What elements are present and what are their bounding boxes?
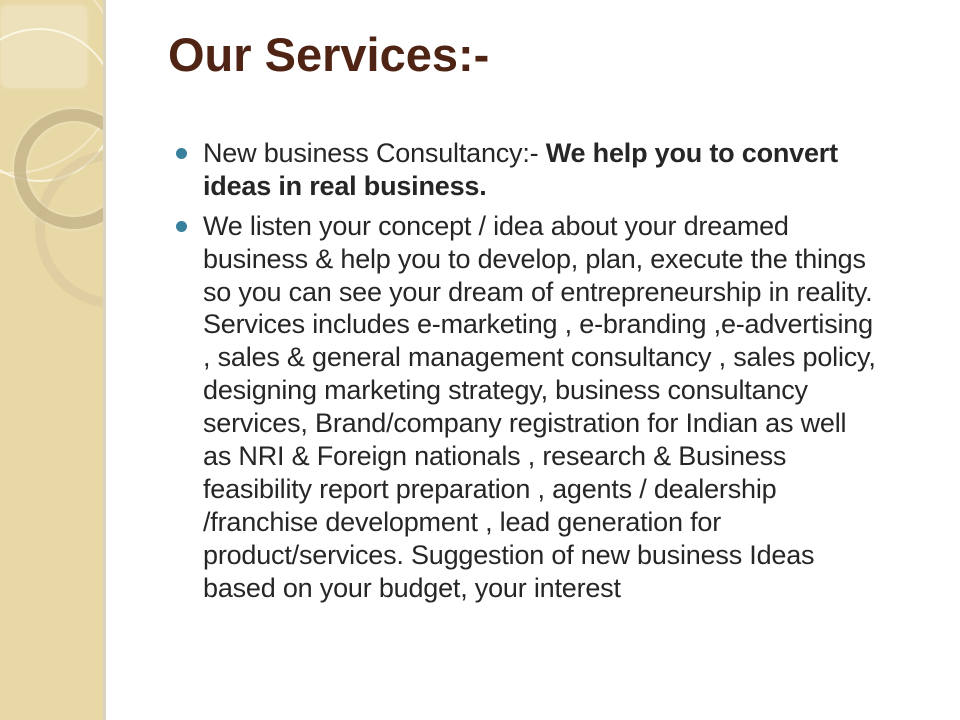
bullet-text-normal: New business Consultancy:- [203, 137, 546, 168]
bullet-text [203, 137, 880, 203]
bullet-text-bold: We help you to convert ideas in real business. [203, 137, 838, 201]
circle-bullet-icon [176, 221, 187, 232]
slide-content [106, 0, 960, 720]
circle-bullet-icon [176, 148, 187, 159]
bullet-list [168, 137, 880, 605]
bullet-text: We listen your concept / idea about your dreamed business & help you to develop, plan, execute the things so you can see your dream of entrepreneurship in reality. Services includes e-marketing , e-branding ,e-advertising , sales & general management consultancy , sales policy, designing marketing strategy, business consultancy services, Brand/company registration for Indian as well as NRI & Foreign nationals , research & Business feasibility report preparation , agents / dealership /franchise development , lead generation for product/services. Suggestion of new business Ideas based on your budget, your interest [203, 210, 876, 603]
page-title: Our Services:- [168, 28, 490, 81]
decorative-sidebar [0, 0, 106, 720]
bullet-item [168, 137, 880, 203]
bullet-item [168, 210, 880, 605]
